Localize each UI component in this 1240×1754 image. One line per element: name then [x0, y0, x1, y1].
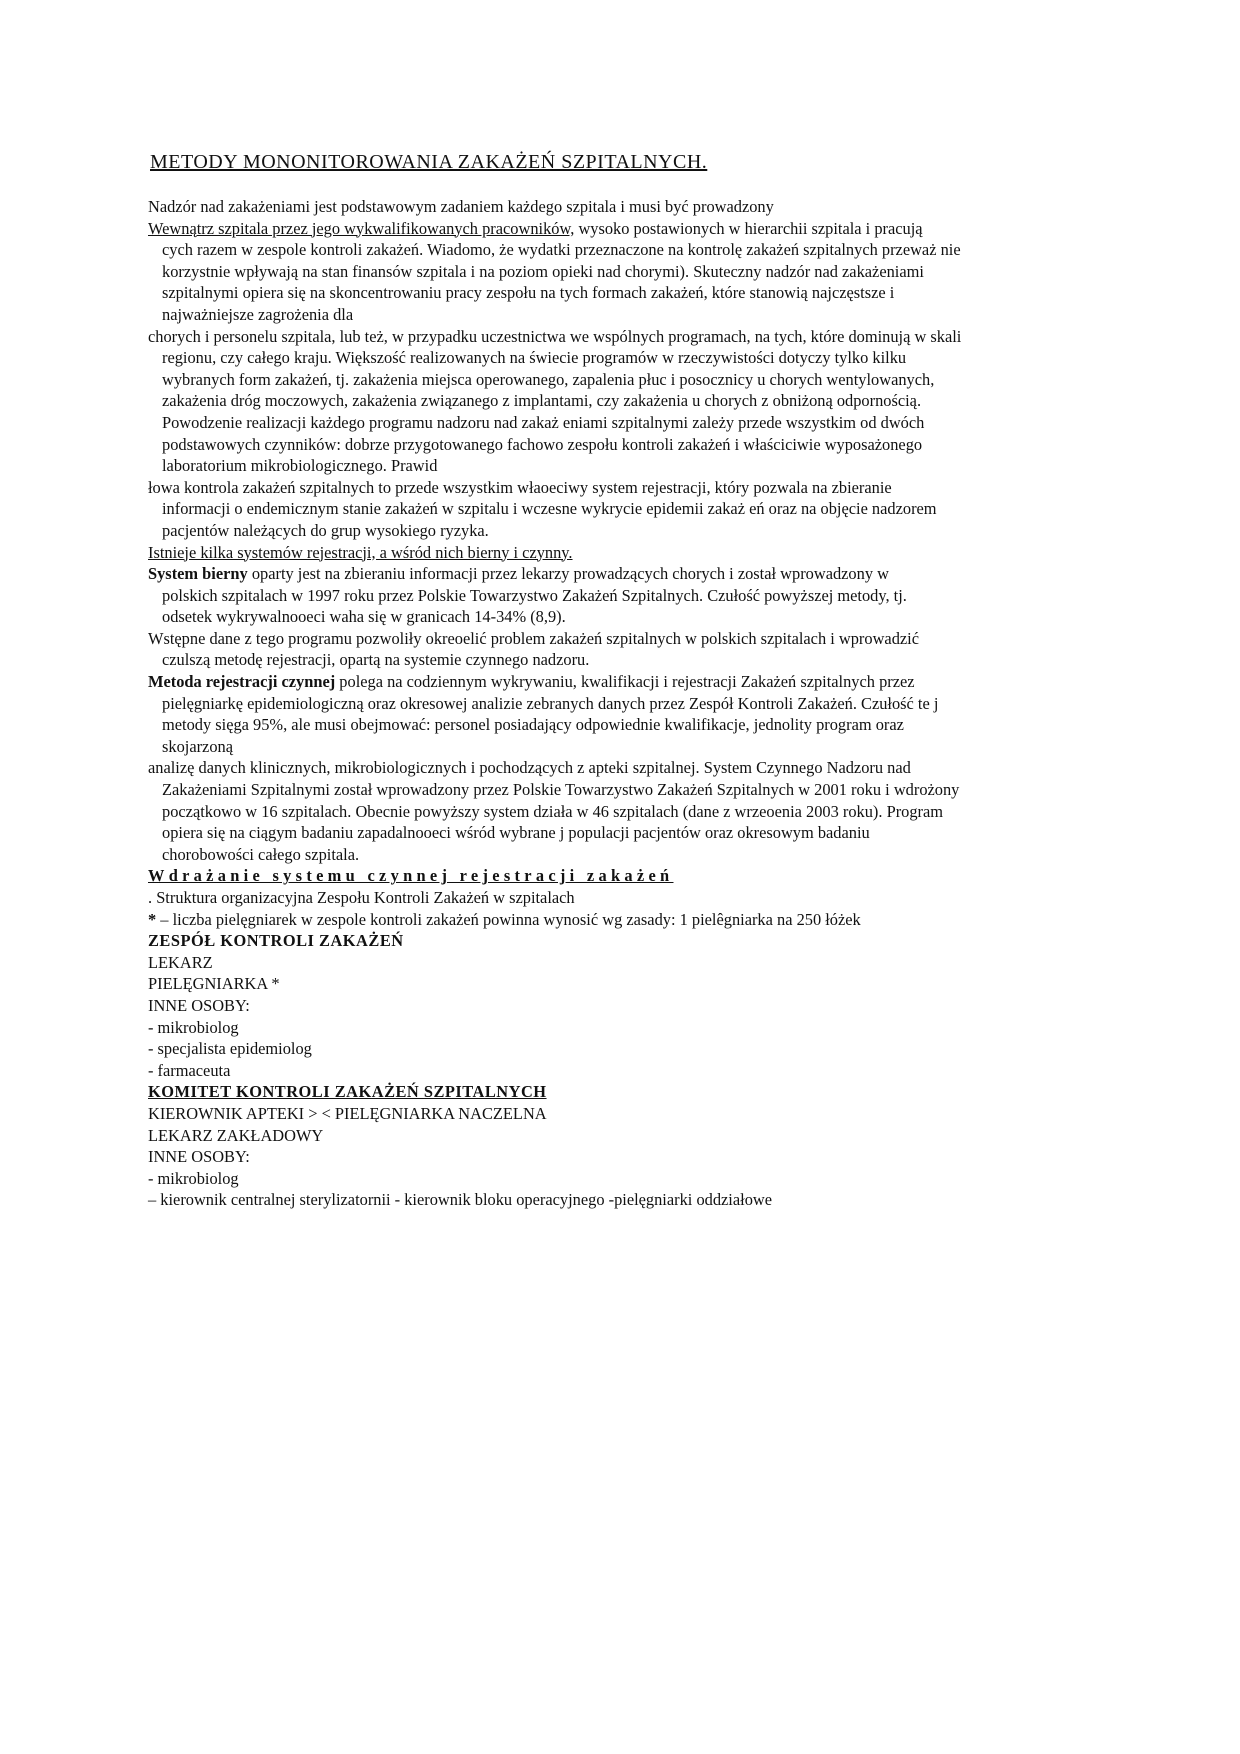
text-line: łowa kontrola zakażeń szpitalnych to przede wszystkim właoeciwy system rejestracji, który pozwala na zbieranie	[148, 477, 892, 497]
paragraph-initial-data	[148, 628, 1088, 671]
section-heading: Wdrażanie systemu czynnej rejestracji zakażeń	[148, 866, 674, 886]
list-item: – kierownik centralnej sterylizatornii - kierownik bloku operacyjnego -pielęgniarki oddziałowe	[148, 1190, 772, 1210]
team-heading: ZESPÓŁ KONTROLI ZAKAŻEŃ	[148, 931, 404, 951]
text-line: podstawowych czynników: dobrze przygotowanego fachowo zespołu kontroli zakażeń i właściciwie wyposażonego	[162, 434, 923, 454]
committee-list	[148, 1081, 1088, 1211]
text-line: chorych i personelu szpitala, lub też, w przypadku uczestnictwa we wspólnych programach, na tych, które dominują w skali	[148, 326, 962, 346]
paragraph-programs	[148, 326, 1088, 477]
text-line: czulszą metodę rejestracji, opartą na systemie czynnego nadzoru.	[162, 650, 590, 670]
paragraph-active-method	[148, 671, 1088, 757]
implementation-section	[148, 865, 1088, 930]
text-line: pacjentów należących do grup wysokiego ryzyka.	[162, 520, 489, 540]
underlined-phrase: Wewnątrz szpitala przez jego wykwalifikowanych pracowników,	[148, 218, 575, 238]
text-line	[148, 671, 1088, 693]
paragraph-active-system	[148, 757, 1088, 865]
text-line: zakażenia dróg moczowych, zakażenia związanego z implantami, czy zakażenia u chorych z obniżoną odpornością.	[162, 391, 922, 411]
document-title: METODY MONONITOROWANIA ZAKAŻEŃ SZPITALNYCH.	[150, 151, 708, 173]
list-item: KIEROWNIK APTEKI > < PIELĘGNIARKA NACZELNA	[148, 1103, 547, 1123]
paragraph-passive-system	[148, 563, 1088, 628]
text-line	[148, 563, 1088, 585]
list-item: - mikrobiolog	[148, 1017, 239, 1037]
text-line: pielęgniarkę epidemiologiczną oraz okresowej analizie zebranych danych przez Zespół Kontroli Zakażeń. Czułość te j	[162, 693, 939, 713]
text-fragment: oparty jest na zbieraniu informacji przez lekarzy prowadzących chorych i został wprowadzony w	[247, 564, 889, 584]
text-line: szpitalnymi opiera się na skoncentrowaniu pracy zespołu na tych formach zakażeń, które stanowią najczęstsze i	[162, 283, 895, 303]
text-line: wybranych form zakażeń, tj. zakażenia miejsca operowanego, zapalenia płuc i posocznicy u chorych wentylowanych,	[162, 369, 935, 389]
text-line: opiera się na ciągym badaniu zapadalnooeci wśród wybrane j populacji pacjentów oraz okresowym badaniu	[162, 823, 870, 843]
text-line: metody sięga 95%, ale musi obejmować: personel posiadający odpowiednie kwalifikacje, jednolity program oraz	[162, 715, 904, 735]
text-fragment: – liczba pielęgniarek w zespole kontroli zakażeń powinna wynosić wg zasady: 1 pielêgniarka na 250 łóżek	[156, 909, 861, 929]
text-fragment: polega na codziennym wykrywaniu, kwalifikacji i rejestracji Zakażeń szpitalnych przez	[335, 672, 915, 692]
text-line: odsetek wykrywalnooeci waha się w granicach 14-34% (8,9).	[162, 607, 566, 627]
text-line: analizę danych klinicznych, mikrobiologicznych i pochodzących z apteki szpitalnej. System Czynnego Nadzoru nad	[148, 758, 911, 778]
text-line	[148, 909, 1088, 931]
text-line: Zakażeniami Szpitalnymi został wprowadzony przez Polskie Towarzystwo Zakażeń Szpitalnych w 2001 roku i wdrożony	[162, 780, 960, 800]
text-line: polskich szpitalach w 1997 roku przez Polskie Towarzystwo Zakażeń Szpitalnych. Czułość powyższej metody, tj.	[162, 585, 907, 605]
text-line: informacji o endemicznym stanie zakażeń w szpitalu i wczesne wykrycie epidemii zakaż eń oraz na objęcie nadzorem	[162, 499, 937, 519]
paragraph-surveillance-intro	[148, 196, 1088, 326]
document-body	[148, 150, 1088, 1211]
text-line: najważniejsze zagrożenia dla	[162, 304, 354, 324]
systems-intro	[148, 542, 1088, 564]
text-line: Nadzór nad zakażeniami jest podstawowym zadaniem każdego szpitala i musi być prowadzony	[148, 197, 774, 216]
team-list	[148, 930, 1088, 1081]
list-item: INNE OSOBY:	[148, 1147, 250, 1167]
text-line: cych razem w zespole kontroli zakażeń. Wiadomo, że wydatki przeznaczone na kontrolę zakażeń szpitalnych przeważ nie	[162, 240, 961, 260]
committee-heading: KOMITET KONTROLI ZAKAŻEŃ SZPITALNYCH	[148, 1082, 547, 1102]
list-item: - mikrobiolog	[148, 1168, 239, 1188]
paragraph-registration	[148, 477, 1088, 542]
text-line: regionu, czy całego kraju. Większość realizowanych na świecie programów w rzeczywistości dotyczy tylko kilku	[162, 348, 907, 368]
text-fragment: wysoko postawionych w hierarchii szpitala i pracują	[574, 218, 923, 238]
text-line: Wstępne dane z tego programu pozwoliły okreoelić problem zakażeń szpitalnych w polskich szpitalach i wprowadzić	[148, 628, 919, 648]
list-item: LEKARZ	[148, 952, 213, 972]
text-line: laboratorium mikrobiologicznego. Prawid	[162, 456, 438, 476]
list-item: - specjalista epidemiolog	[148, 1039, 312, 1059]
list-item: - farmaceuta	[148, 1060, 231, 1080]
list-item: PIELĘGNIARKA *	[148, 974, 280, 994]
text-line	[148, 218, 1088, 240]
bold-term: System bierny	[148, 564, 248, 584]
list-item: INNE OSOBY:	[148, 995, 250, 1015]
text-line: skojarzoną	[162, 736, 233, 756]
text-line: początkowo w 16 szpitalach. Obecnie powyższy system działa w 46 szpitalach (dane z wrzeoenia 2003 roku). Program	[162, 801, 944, 821]
text-line: Powodzenie realizacji każdego programu nadzoru nad zakaż eniami szpitalnymi zależy przede wszystkim od dwóch	[162, 412, 925, 432]
bold-term: Metoda rejestracji czynnej	[148, 672, 336, 692]
asterisk-marker: *	[148, 909, 157, 929]
text-line: korzystnie wpływają na stan finansów szpitala i na poziom opieki nad chorymi). Skuteczny nadzór nad zakażeniami	[162, 261, 924, 281]
text-line: . Struktura organizacyjna Zespołu Kontroli Zakażeń w szpitalach	[148, 888, 575, 907]
text-line: chorobowości całego szpitala.	[162, 844, 360, 864]
text-line: Istnieje kilka systemów rejestracji, a wśród nich bierny i czynny.	[148, 542, 573, 562]
list-item: LEKARZ ZAKŁADOWY	[148, 1125, 324, 1145]
